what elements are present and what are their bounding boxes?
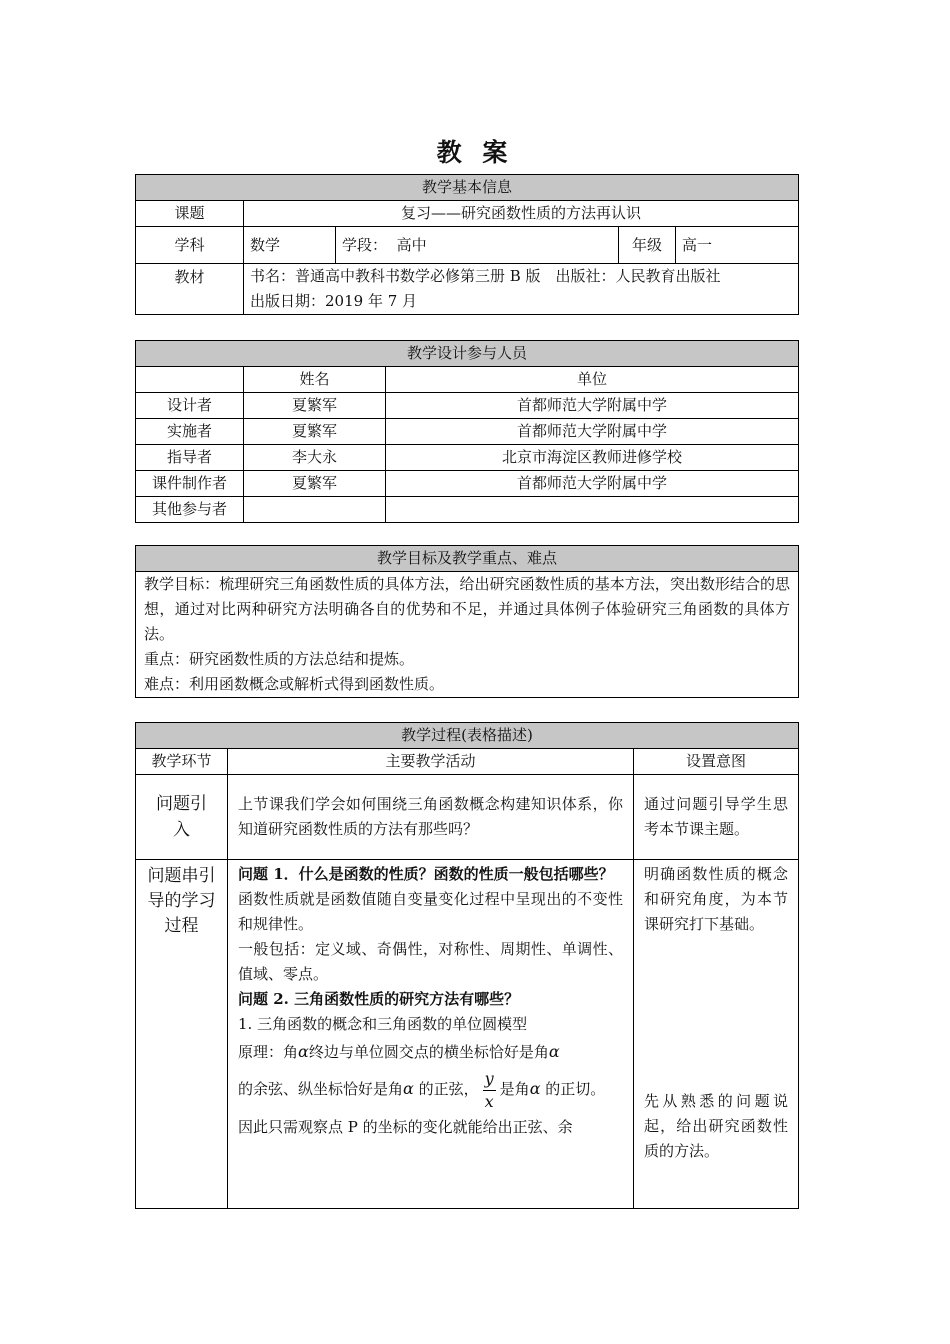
table-row [136, 497, 799, 523]
participant-role: 指导者 [136, 445, 244, 471]
alpha-symbol: α [548, 1042, 560, 1061]
participants-table [135, 340, 799, 523]
textbook-label: 教材 [136, 264, 244, 315]
alpha-symbol: α [298, 1042, 309, 1061]
goals-key-point: 重点：研究函数性质的方法总结和提炼。 [144, 650, 415, 668]
intent-question-chain [634, 860, 799, 1209]
participant-unit: 首都师范大学附属中学 [386, 419, 799, 445]
process-table [135, 722, 799, 1209]
participant-unit: 首都师范大学附属中学 [386, 471, 799, 497]
col-activity-header: 主要教学活动 [228, 749, 634, 775]
topic-value: 复习——研究函数性质的方法再认识 [244, 201, 799, 227]
topic-label: 课题 [136, 201, 244, 227]
stage-value: 高中 [396, 235, 427, 254]
principle-e: 是角 [499, 1080, 530, 1098]
col-name-header: 姓名 [244, 367, 386, 393]
goals-difficulty: 难点：利用函数概念或解析式得到函数性质。 [144, 675, 445, 693]
subject-label: 学科 [136, 227, 244, 264]
stage-cell [336, 227, 619, 264]
col-intent-header: 设置意图 [634, 749, 799, 775]
principle-b: 终边与单位圆交点的横坐标恰好是角 [308, 1043, 549, 1061]
participant-name: 李大永 [244, 445, 386, 471]
goals-header: 教学目标及教学重点、难点 [136, 546, 799, 572]
principle-f: 的正切。 [545, 1080, 606, 1098]
grade-value: 高一 [676, 227, 799, 264]
participant-name: 夏繁军 [244, 471, 386, 497]
goals-objective: 教学目标：梳理研究三角函数性质的具体方法，给出研究函数性质的基本方法，突出数形结合的思想，通过对比两种研究方法明确各自的优势和不足，并通过具体例子体验研究三角函数的具体方法。 [144, 575, 790, 643]
activity-question-chain [228, 860, 634, 1209]
q1-paragraph-2: 一般包括：定义域、奇偶性，对称性、周期性、单调性、值域、零点。 [238, 940, 623, 983]
principle-d: 的正弦， [418, 1080, 479, 1098]
intent-part-1: 明确函数性质的概念和研究角度，为本节课研究打下基础。 [644, 865, 789, 933]
subject-value: 数学 [244, 227, 336, 264]
basic-info-table [135, 174, 799, 315]
activity-intro: 上节课我们学会如何围绕三角函数概念构建知识体系，你知道研究函数性质的方法有那些吗？ [228, 775, 634, 860]
intent-part-2: 先从熟悉的问题说起，给出研究函数性质的方法。 [644, 1092, 789, 1160]
goals-table [135, 545, 799, 698]
table-row [136, 419, 799, 445]
participant-unit: 北京市海淀区教师进修学校 [386, 445, 799, 471]
table-row [136, 471, 799, 497]
participant-role: 设计者 [136, 393, 244, 419]
fraction-numerator: y [483, 1068, 496, 1091]
y-over-x-fraction [483, 1068, 496, 1113]
q2-paragraph-observe: 因此只需观察点 P 的坐标的变化就能给出正弦、余 [238, 1118, 573, 1136]
question-2: 问题 2. 三角函数性质的研究方法有哪些？ [238, 990, 520, 1008]
fraction-denominator: x [484, 1091, 494, 1111]
participant-name [244, 497, 386, 523]
question-1: 问题 1．什么是函数的性质？函数的性质一般包括哪些？ [238, 865, 614, 883]
participant-unit [386, 497, 799, 523]
table-row [136, 445, 799, 471]
principle-c: 的余弦、纵坐标恰好是角 [238, 1080, 404, 1098]
principle-line-2 [238, 1063, 623, 1115]
page-title: 教 案 [436, 138, 514, 167]
goals-body [136, 572, 799, 698]
col-unit-header: 单位 [386, 367, 799, 393]
table-row [136, 393, 799, 419]
participant-role: 实施者 [136, 419, 244, 445]
stage-label: 学段： [342, 235, 388, 254]
textbook-line2: 出版日期：2019 年 7 月 [250, 292, 418, 310]
participant-role: 其他参与者 [136, 497, 244, 523]
intent-intro: 通过问题引导学生思考本节课主题。 [634, 775, 799, 860]
stage-question-chain: 问题串引导的学习过程 [136, 860, 228, 1209]
table-row [136, 860, 799, 1209]
participant-role: 课件制作者 [136, 471, 244, 497]
q1-paragraph-1: 函数性质就是函数值随自变量变化过程中呈现出的不变性和规律性。 [238, 890, 623, 933]
textbook-line1: 书名：普通高中教科书数学必修第三册 B 版 出版社：人民教育出版社 [250, 267, 721, 285]
textbook-value [244, 264, 799, 315]
q2-item-1: 1. 三角函数的概念和三角函数的单位圆模型 [238, 1015, 528, 1033]
participant-name: 夏繁军 [244, 393, 386, 419]
participants-corner [136, 367, 244, 393]
principle-a: 原理：角 [238, 1043, 299, 1061]
col-stage-header: 教学环节 [136, 749, 228, 775]
stage-intro: 问题引入 [136, 775, 228, 860]
participant-name: 夏繁军 [244, 419, 386, 445]
basic-info-header: 教学基本信息 [136, 175, 799, 201]
alpha-symbol: α [529, 1079, 541, 1098]
table-row [136, 775, 799, 860]
participants-header: 教学设计参与人员 [136, 341, 799, 367]
participant-unit: 首都师范大学附属中学 [386, 393, 799, 419]
alpha-symbol: α [403, 1079, 414, 1098]
grade-label: 年级 [619, 227, 676, 264]
process-header: 教学过程(表格描述) [136, 723, 799, 749]
